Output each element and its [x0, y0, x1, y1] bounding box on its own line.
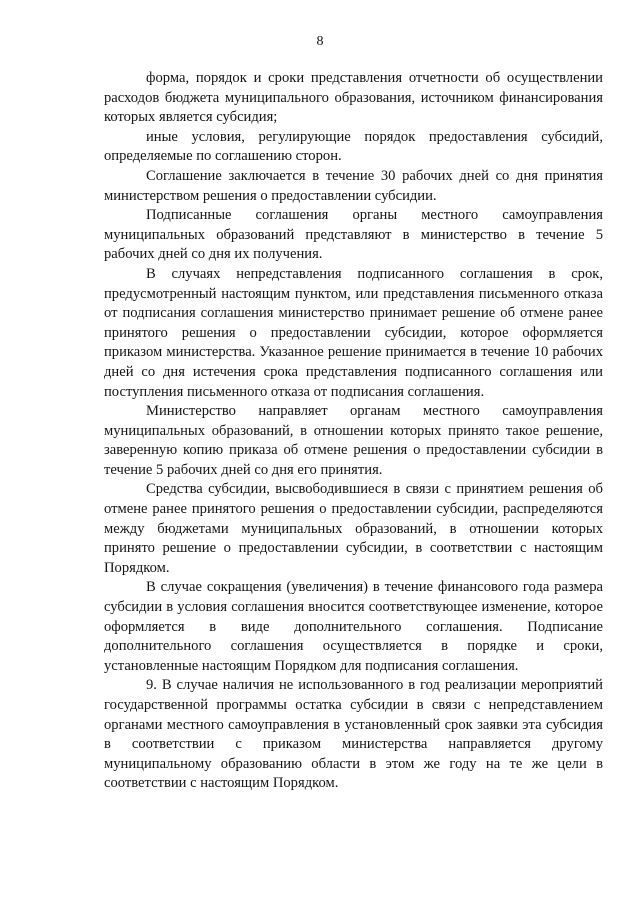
- paragraph-ministry-notice: Министерство направляет органам местного самоуправления муниципальных образований, в отношении которых принято такое решение, заверенную копию приказа об отмене решения о предоставлении субсидии в течение 5 рабочих дней со дня его принятия.: [104, 403, 603, 478]
- paragraph-non-submission: В случаях непредставления подписанного соглашения в срок, предусмотренный настоящим пунктом, или представления письменного отказа от подписания соглашения министерство принимает решение об отмене ранее принятого решения о предоставлении субсидии, которое оформляется приказом министерства. Указанное решение принимается в течение 10 рабочих дней со дня истечения срока представления подписанного соглашения или поступления письменного отказа от подписания соглашения.: [104, 265, 603, 400]
- paragraph-subsidy-change: В случае сокращения (увеличения) в течение финансового года размера субсидии в условия соглашения вносится соответствующее изменение, которое оформляется в виде дополнительного соглашения. Подписание дополнительного соглашения осуществляется в порядке и сроки, установленные настоящим Порядком для подписания соглашения.: [104, 579, 603, 674]
- paragraph-agreement-term: Соглашение заключается в течение 30 рабочих дней со дня принятия министерством решения о предоставлении субсидии.: [104, 167, 603, 204]
- paragraph-signed-agreements: Подписанные соглашения органы местного самоуправления муниципальных образований представляют в министерство в течение 5 рабочих дней со дня их получения.: [104, 207, 603, 263]
- paragraph-reporting-form: форма, порядок и сроки представления отчетности об осуществлении расходов бюджета муниципального образования, источником финансирования которых является субсидия;: [104, 70, 603, 126]
- paragraph-other-conditions: иные условия, регулирующие порядок предоставления субсидий, определяемые по соглашению сторон.: [104, 128, 603, 165]
- paragraph-funds-redistribution: Средства субсидии, высвободившиеся в связи с принятием решения об отмене ранее принятого решения о предоставлении субсидии, распределяются между бюджетами муниципальных образований, в отношении которых принято решение о предоставлении субсидии, в соответствии с настоящим Порядком.: [104, 481, 603, 576]
- document-body: [104, 69, 603, 794]
- page-number: 8: [316, 34, 324, 49]
- paragraph-item-9: 9. В случае наличия не использованного в год реализации мероприятий государственной программы остатка субсидии в связи с непредставлением органами местного самоуправления в установленный срок заявки эта субсидия в соответствии с приказом министерства направляется другому муниципальному образованию области в этом же году на те же цели в соответствии с настоящим Порядком.: [104, 677, 603, 792]
